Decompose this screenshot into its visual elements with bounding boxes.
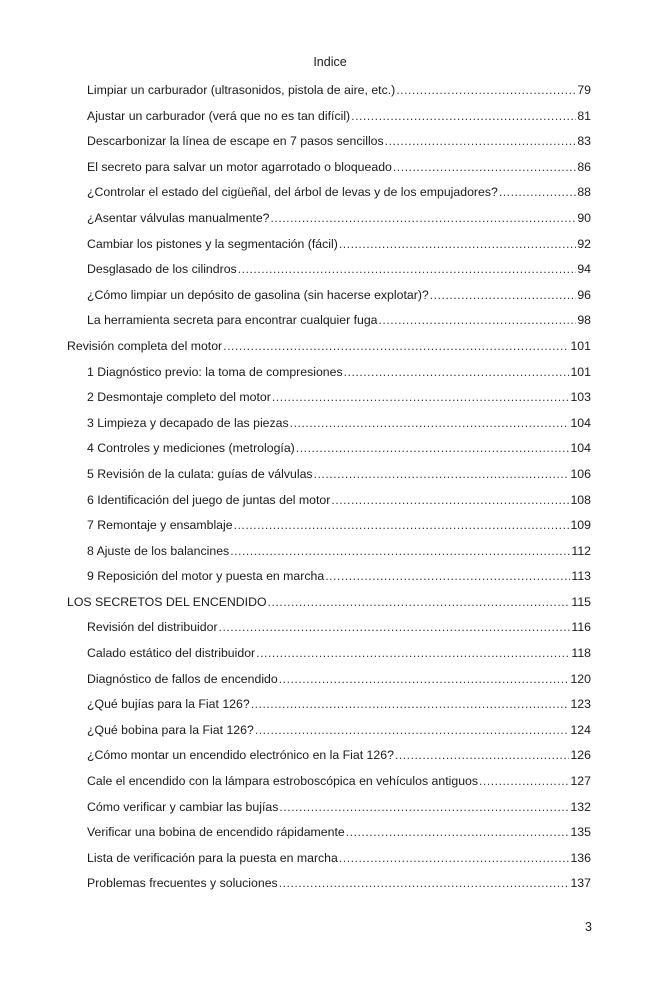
toc-entry-page: 135	[570, 825, 591, 840]
toc-entry-page: 96	[577, 287, 591, 302]
dot-leader	[271, 211, 577, 225]
dot-leader	[230, 544, 570, 558]
toc-entry-title: 1 Diagnóstico previo: la toma de compresiones	[87, 364, 343, 379]
toc-entry-page: 92	[577, 236, 591, 251]
toc-entry-title: Descarbonizar la línea de escape en 7 pasos sencillos	[87, 134, 384, 149]
toc-entry-title: Verificar una bobina de encendido rápidamente	[87, 825, 345, 840]
toc-entry-title: El secreto para salvar un motor agarrotado o bloqueado	[87, 159, 392, 174]
dot-leader	[255, 723, 570, 737]
dot-leader	[325, 569, 570, 583]
toc-entry-title: 5 Revisión de la culata: guías de válvulas	[87, 466, 313, 481]
toc-entry[interactable]	[67, 160, 591, 186]
toc-entry-page: 118	[571, 646, 591, 661]
toc-entry-title: Problemas frecuentes y soluciones	[87, 876, 278, 891]
toc-entry-title: Revisión completa del motor	[67, 338, 223, 353]
toc-entry-page: 124	[570, 722, 591, 737]
toc-entry-title: Cale el encendido con la lámpara estroboscópica en vehículos antiguos	[87, 774, 479, 789]
toc-entry-title: 6 Identificación del juego de juntas del motor	[87, 492, 331, 507]
dot-leader	[396, 83, 576, 97]
toc-entry[interactable]	[67, 646, 591, 672]
toc-entry[interactable]	[67, 365, 591, 391]
dot-leader	[385, 134, 577, 148]
toc-entry-title: 9 Reposición del motor y puesta en marcha	[87, 569, 325, 584]
toc-entry-page: 123	[570, 697, 591, 712]
toc-entry[interactable]	[67, 313, 591, 339]
toc-entry[interactable]	[67, 416, 591, 442]
dot-leader	[339, 851, 570, 865]
dot-leader	[346, 825, 570, 839]
toc-entry[interactable]	[67, 697, 591, 723]
page-title: Indice	[313, 55, 347, 69]
toc-entry-page: 101	[570, 338, 591, 353]
dot-leader	[379, 313, 577, 327]
toc-entry[interactable]	[67, 441, 591, 467]
toc-entry-page: 137	[570, 876, 591, 891]
dot-leader	[393, 160, 576, 174]
toc-entry[interactable]	[67, 774, 591, 800]
toc-entry[interactable]	[67, 672, 591, 698]
page-number: 3	[585, 920, 592, 934]
toc-entry[interactable]	[67, 83, 591, 109]
toc-entry-page: 79	[577, 83, 591, 97]
toc-entry[interactable]	[67, 851, 591, 877]
toc-entry-page: 101	[570, 364, 591, 379]
dot-leader	[234, 518, 570, 532]
toc-entry-page: 120	[570, 671, 591, 686]
dot-leader	[268, 595, 571, 609]
toc-entry-title: Lista de verificación para la puesta en marcha	[87, 850, 338, 865]
toc-entry-title: ¿Asentar válvulas manualmente?	[87, 210, 270, 225]
dot-leader	[256, 646, 570, 660]
dot-leader	[290, 416, 570, 430]
toc-entry-title: Cómo verificar y cambiar las bujías	[87, 799, 279, 814]
dot-leader	[251, 697, 570, 711]
dot-leader	[339, 237, 576, 251]
toc-entry-page: 132	[570, 799, 591, 814]
dot-leader	[279, 876, 570, 890]
dot-leader	[314, 467, 570, 481]
dot-leader	[430, 288, 577, 302]
dot-leader	[223, 339, 569, 353]
toc-entry-title: Diagnóstico de fallos de encendido	[87, 671, 278, 686]
toc-entry-title: ¿Controlar el estado del cigüeñal, del árbol de levas y de los empujadores?	[87, 185, 498, 200]
dot-leader	[344, 365, 570, 379]
dot-leader	[279, 800, 569, 814]
toc-entry[interactable]	[67, 544, 591, 570]
toc-entry[interactable]	[67, 467, 591, 493]
dot-leader	[296, 441, 570, 455]
dot-leader	[479, 774, 569, 788]
toc-entry-page: 94	[577, 262, 591, 277]
toc-entry-page: 81	[577, 108, 591, 123]
dot-leader	[272, 390, 570, 404]
toc-entry-page: 116	[571, 620, 591, 635]
toc-entry-title: 2 Desmontaje completo del motor	[87, 390, 271, 405]
toc-entry-page: 103	[570, 390, 591, 405]
toc-entry-title: ¿Cómo montar un encendido electrónico en la Fiat 126?	[87, 748, 394, 763]
table-of-contents	[67, 83, 591, 902]
toc-entry-page: 113	[571, 569, 591, 584]
toc-entry-title: Desglasado de los cilindros	[87, 262, 237, 277]
toc-entry-page: 90	[577, 210, 591, 225]
toc-entry[interactable]	[67, 620, 591, 646]
toc-entry-page: 98	[577, 313, 591, 328]
toc-entry-page: 83	[577, 134, 591, 149]
toc-entry-title: 8 Ajuste de los balancines	[87, 543, 230, 558]
toc-entry[interactable]	[67, 237, 591, 263]
toc-entry[interactable]	[67, 211, 591, 237]
toc-entry-title: 4 Controles y mediciones (metrología)	[87, 441, 295, 456]
toc-entry[interactable]	[67, 288, 591, 314]
toc-entry-title: Revisión del distribuidor	[87, 620, 218, 635]
toc-entry-title: Limpiar un carburador (ultrasonidos, pistola de aire, etc.)	[87, 83, 396, 97]
toc-entry-page: 109	[570, 518, 591, 533]
toc-entry[interactable]	[67, 109, 591, 135]
toc-entry[interactable]	[67, 569, 591, 595]
toc-entry-page: 115	[571, 594, 591, 609]
toc-entry-title: ¿Qué bobina para la Fiat 126?	[87, 722, 254, 737]
toc-entry[interactable]	[67, 185, 591, 211]
toc-entry[interactable]	[67, 493, 591, 519]
toc-entry[interactable]	[67, 825, 591, 851]
dot-leader	[395, 748, 570, 762]
toc-entry[interactable]	[67, 748, 591, 774]
toc-entry-page: 104	[570, 415, 591, 430]
toc-section-entry[interactable]	[67, 595, 591, 621]
toc-entry[interactable]	[67, 134, 591, 160]
toc-entry-title: Calado estático del distribuidor	[87, 646, 256, 661]
toc-entry[interactable]	[67, 262, 591, 288]
toc-entry-page: 106	[570, 466, 591, 481]
toc-entry-page: 104	[570, 441, 591, 456]
toc-entry-title: Ajustar un carburador (verá que no es tan difícil)	[87, 108, 351, 123]
toc-entry[interactable]	[67, 876, 591, 902]
dot-leader	[219, 620, 571, 634]
toc-entry-page: 127	[570, 774, 591, 789]
toc-entry[interactable]	[67, 390, 591, 416]
toc-entry-title: ¿Qué bujías para la Fiat 126?	[87, 697, 250, 712]
toc-section-entry[interactable]	[67, 339, 591, 365]
dot-leader	[499, 185, 576, 199]
toc-entry-page: 108	[570, 492, 591, 507]
toc-entry-title: 7 Remontaje y ensamblaje	[87, 518, 233, 533]
toc-entry[interactable]	[67, 723, 591, 749]
toc-entry-page: 126	[570, 748, 591, 763]
dot-leader	[331, 493, 569, 507]
toc-entry-page: 112	[571, 543, 591, 558]
toc-entry-title: 3 Limpieza y decapado de las piezas	[87, 415, 289, 430]
dot-leader	[238, 262, 577, 276]
toc-entry-title: ¿Cómo limpiar un depósito de gasolina (sin hacerse explotar)?	[87, 287, 429, 302]
dot-leader	[279, 672, 570, 686]
toc-entry-page: 136	[570, 850, 591, 865]
toc-entry[interactable]	[67, 800, 591, 826]
toc-entry-page: 88	[577, 185, 591, 200]
toc-entry-title: LOS SECRETOS DEL ENCENDIDO	[67, 594, 267, 609]
dot-leader	[351, 109, 576, 123]
toc-entry-page: 86	[577, 159, 591, 174]
toc-entry[interactable]	[67, 518, 591, 544]
toc-entry-title: La herramienta secreta para encontrar cualquier fuga	[87, 313, 378, 328]
toc-entry-title: Cambiar los pistones y la segmentación (fácil)	[87, 236, 338, 251]
